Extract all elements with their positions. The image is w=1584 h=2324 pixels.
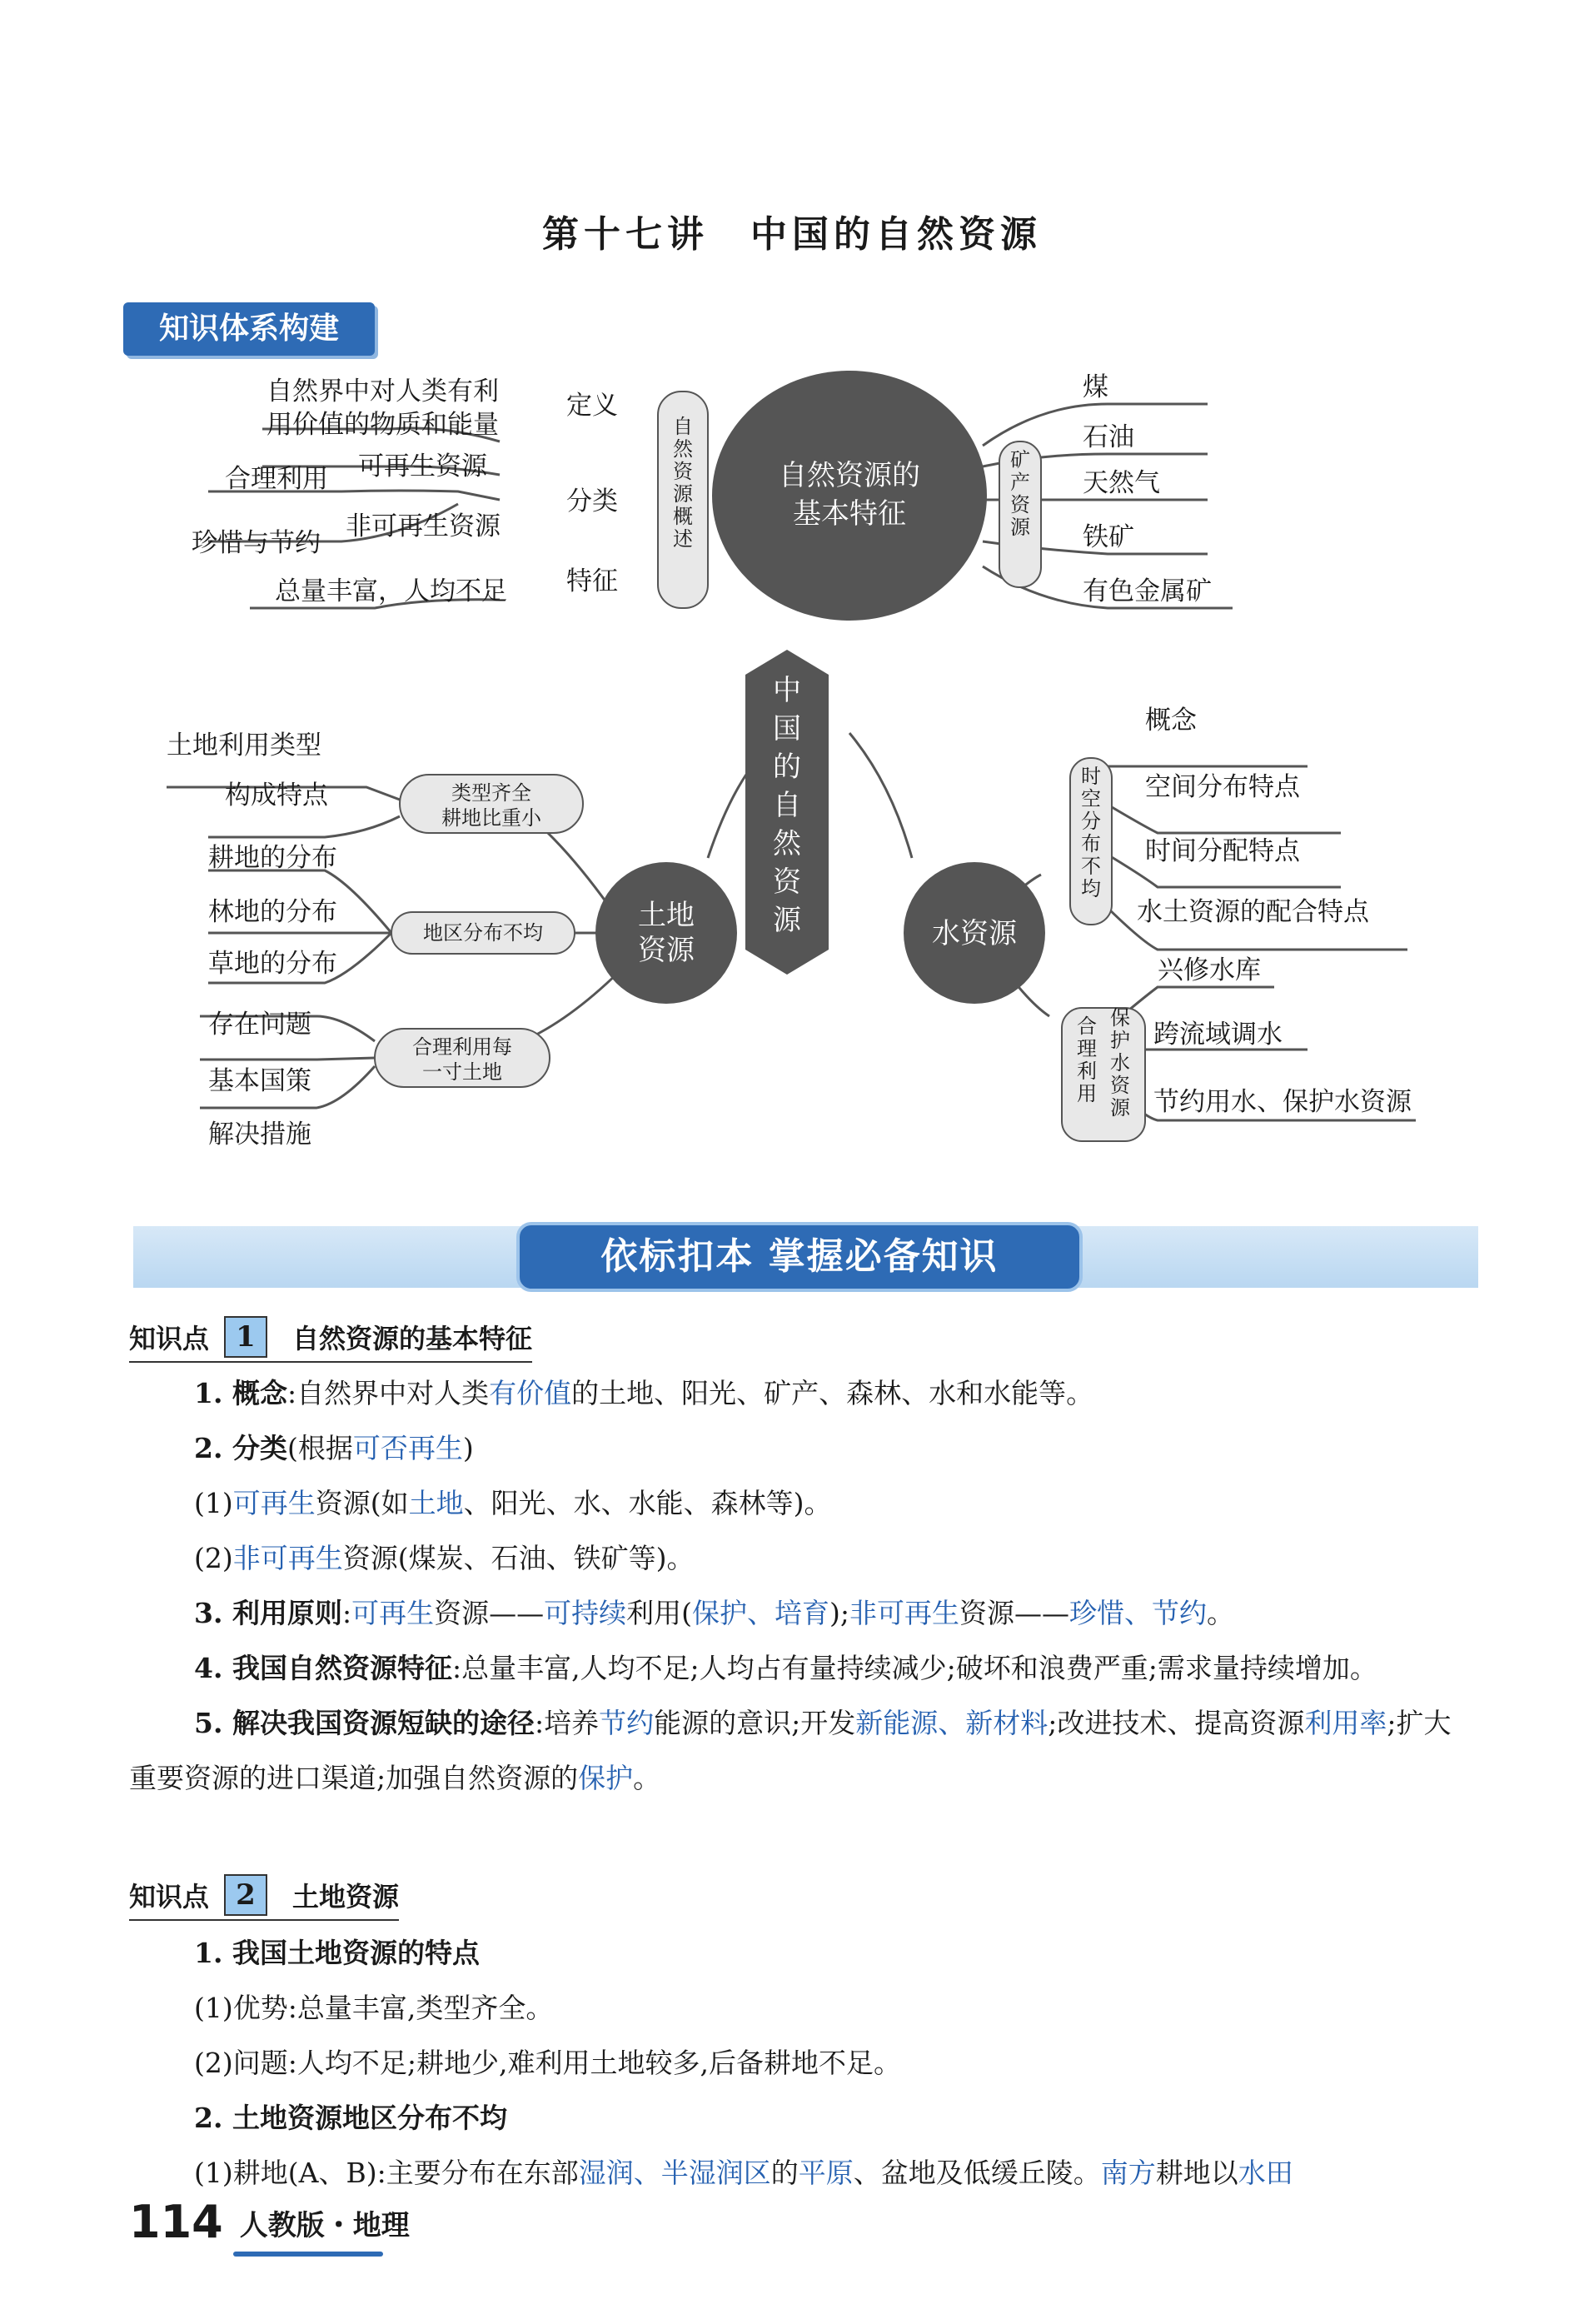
kp1-l7-g: 利用率 (1304, 1707, 1387, 1739)
land-branch-3-a: 合理利用每 (412, 1035, 512, 1059)
land-item-4: 草地的分布 (208, 949, 337, 979)
knowledge-point-1-header (129, 1316, 532, 1363)
land-item-2: 耕地的分布 (208, 843, 337, 873)
kp1-l7-j: 。 (633, 1762, 661, 1794)
kp1-l7-i: 保护 (578, 1762, 634, 1794)
kp1-l7-a: 5. 解决我国资源短缺的途径 (194, 1707, 535, 1739)
kp1-l1-c: 有价值 (489, 1377, 572, 1409)
water-label: 水资源 (932, 917, 1017, 950)
land-label-1: 土地 (638, 899, 695, 932)
knowledge-point-2-content (129, 1926, 1478, 2201)
kp1-l5-f: 利用( (626, 1597, 692, 1629)
kp1-l7-h: ;扩大重要资源的进口渠道;加强自然资源的 (129, 1707, 1452, 1794)
kp2-l5-h: 水田 (1238, 2157, 1293, 2189)
kp1-l3-a: (1) (194, 1487, 233, 1519)
kp1-l1-d: 的土地、阳光、矿产、森林、水和水能等。 (571, 1377, 1094, 1409)
knowledge-point-1-content (129, 1366, 1478, 1806)
kp1-l1-a: 1. 概念 (194, 1377, 287, 1409)
water-item-2: 时间分配特点 (1145, 836, 1300, 866)
mineral-4: 有色金属矿 (1083, 576, 1212, 606)
kp1-l4-a: (2) (194, 1542, 233, 1574)
kp1-l1-b: :自然界中对人类 (286, 1377, 490, 1409)
kp2-l5-f: 南方 (1100, 2157, 1156, 2189)
kp1-l5-c: 可再生 (351, 1597, 435, 1629)
kp2-title: 土地资源 (292, 1881, 400, 1913)
edition-label: 人教版・地理 (239, 2209, 410, 2242)
kp1-l2-a: 2. 分类 (194, 1432, 287, 1464)
center-char: 中国的自然资源 (773, 674, 801, 937)
kp1-l2-c: 可否再生 (352, 1432, 463, 1464)
kp1-l5-j: 资源—— (959, 1597, 1069, 1629)
kp1-l5-k: 珍惜、节约 (1068, 1597, 1207, 1629)
kp1-line-7 (129, 1696, 1478, 1806)
page-footer (129, 2196, 410, 2248)
water-protect-label-2: 保护水资源 (1110, 1006, 1130, 1120)
land-item-1: 构成特点 (225, 780, 328, 810)
feature-label: 特征 (566, 566, 618, 596)
water-item-6: 节约用水、保护水资源 (1153, 1087, 1412, 1117)
mineral-2: 天然气 (1083, 468, 1160, 498)
kp1-l7-f: ;改进技术、提高资源 (1048, 1707, 1305, 1739)
water-item-4: 兴修水库 (1158, 955, 1261, 985)
natural-features-node (712, 371, 987, 621)
kp1-l3-b: 可再生 (232, 1487, 316, 1519)
kp1-line-3 (129, 1476, 1478, 1531)
nonrenewable: 非可再生资源 (346, 511, 501, 541)
kp1-l7-e: 新能源、新材料 (855, 1707, 1049, 1739)
kp1-l7-d: 能源的意识;开发 (654, 1707, 856, 1739)
land-node (595, 862, 737, 1004)
water-item-1: 空间分布特点 (1145, 772, 1300, 802)
kp2-l5-e: 、盆地及低缓丘陵。 (853, 2157, 1101, 2189)
land-item-5: 存在问题 (208, 1010, 311, 1040)
definition-text-1: 自然界中对人类有利 (266, 377, 499, 406)
category-label: 分类 (566, 486, 618, 516)
kp1-l6-a: 4. 我国自然资源特征 (194, 1652, 452, 1684)
land-branch-3-b: 一寸土地 (422, 1060, 502, 1084)
water-item-5: 跨流域调水 (1153, 1020, 1283, 1050)
kp2-l5-a: (1)耕地(A、B):主要分布在东部 (194, 2157, 579, 2189)
nonrenewable-use: 珍惜与节约 (192, 528, 321, 558)
kp1-label: 知识点 (129, 1323, 210, 1354)
kp1-l3-c: 资源(如 (315, 1487, 409, 1519)
kp1-l7-c: 节约 (599, 1707, 655, 1739)
kp1-l5-a: 3. 利用原则 (194, 1597, 342, 1629)
kp1-l5-i: 非可再生 (849, 1597, 959, 1629)
kp1-l3-d: 土地 (408, 1487, 464, 1519)
mind-map (125, 367, 1416, 1199)
kp2-l5-g: 耕地以 (1155, 2157, 1238, 2189)
kp2-l5-d: 平原 (798, 2157, 854, 2189)
definition-text-2: 用价值的物质和能量 (266, 410, 499, 440)
page-number: 114 (129, 2196, 223, 2248)
feature-text: 总量丰富，人均不足 (275, 576, 507, 606)
kp1-l5-e: 可持续 (544, 1597, 627, 1629)
kp2-line-5 (129, 2146, 1478, 2201)
water-protect-label-1: 合理利用 (1077, 1015, 1097, 1105)
definition-label: 定义 (566, 391, 618, 421)
land-branch-1-a: 类型齐全 (451, 781, 531, 805)
banner-title: 依标扣本 掌握必备知识 (516, 1222, 1083, 1292)
kp1-line-6 (129, 1641, 1478, 1696)
water-item-3: 水土资源的配合特点 (1137, 897, 1369, 927)
kp1-line-1 (129, 1366, 1478, 1421)
footer-underline (233, 2252, 383, 2257)
kp1-title: 自然资源的基本特征 (292, 1323, 533, 1354)
natural-features-label-1: 自然资源的 (779, 459, 920, 492)
kp1-l4-c: 资源(煤炭、石油、铁矿等)。 (342, 1542, 695, 1574)
section-tag: 知识体系构建 (123, 302, 375, 356)
kp1-l2-b: (根据 (286, 1432, 353, 1464)
overview-label: 自然资源概述 (673, 415, 693, 551)
land-label-2: 资源 (638, 934, 695, 967)
kp1-l6-b: :总量丰富,人均不足;人均占有量持续减少;破坏和浪费严重;需求量持续增加。 (451, 1652, 1377, 1684)
kp1-number: 1 (224, 1316, 267, 1358)
mineral-0: 煤 (1083, 372, 1108, 402)
kp1-l4-b: 非可再生 (232, 1542, 343, 1574)
renewable-use: 合理利用 (225, 464, 328, 494)
kp1-line-2 (129, 1421, 1478, 1476)
kp1-l2-d: ) (462, 1432, 474, 1464)
kp2-number: 2 (224, 1874, 267, 1916)
water-protect-pill (1062, 1008, 1145, 1141)
kp2-l5-b: 湿润、半湿润区 (578, 2157, 771, 2189)
page-title: 第十七讲 中国的自然资源 (542, 213, 1042, 256)
renewable: 可再生资源 (358, 451, 487, 481)
kp2-line-3: (2)问题:人均不足;耕地少,难利用土地较多,后备耕地不足。 (194, 2047, 901, 2079)
kp1-l3-e: 、阳光、水、水能、森林等)。 (463, 1487, 832, 1519)
mineral-1: 石油 (1083, 422, 1134, 452)
kp1-l5-d: 资源—— (434, 1597, 545, 1629)
water-item-0: 概念 (1145, 706, 1197, 736)
kp2-label: 知识点 (129, 1881, 210, 1913)
land-item-6: 基本国策 (208, 1066, 311, 1096)
land-item-3: 林地的分布 (208, 897, 337, 927)
kp1-l5-g: 保护、培育 (691, 1597, 829, 1629)
kp1-l5-h: ); (829, 1597, 849, 1629)
kp1-line-4 (129, 1531, 1478, 1586)
mineral-label: 矿产资源 (1010, 448, 1030, 539)
land-item-0: 土地利用类型 (167, 731, 321, 761)
knowledge-point-2-header (129, 1874, 399, 1921)
kp2-line-1: 1. 我国土地资源的特点 (194, 1937, 480, 1969)
natural-features-label-2: 基本特征 (793, 497, 906, 531)
mineral-3: 铁矿 (1083, 522, 1134, 552)
kp2-l5-c: 的 (770, 2157, 799, 2189)
kp1-l5-l: 。 (1206, 1597, 1234, 1629)
land-item-7: 解决措施 (208, 1120, 311, 1150)
land-branch-2: 地区分布不均 (423, 921, 543, 945)
land-branch-1-b: 耕地比重小 (441, 806, 541, 830)
kp2-line-2: (1)优势:总量丰富,类型齐全。 (194, 1992, 554, 2024)
kp2-line-4: 2. 土地资源地区分布不均 (194, 2102, 507, 2134)
kp1-l5-b: : (341, 1597, 352, 1629)
water-uneven-label: 时空分布不均 (1081, 765, 1101, 900)
kp1-l7-b: :培养 (534, 1707, 600, 1739)
kp1-line-5 (129, 1586, 1478, 1641)
